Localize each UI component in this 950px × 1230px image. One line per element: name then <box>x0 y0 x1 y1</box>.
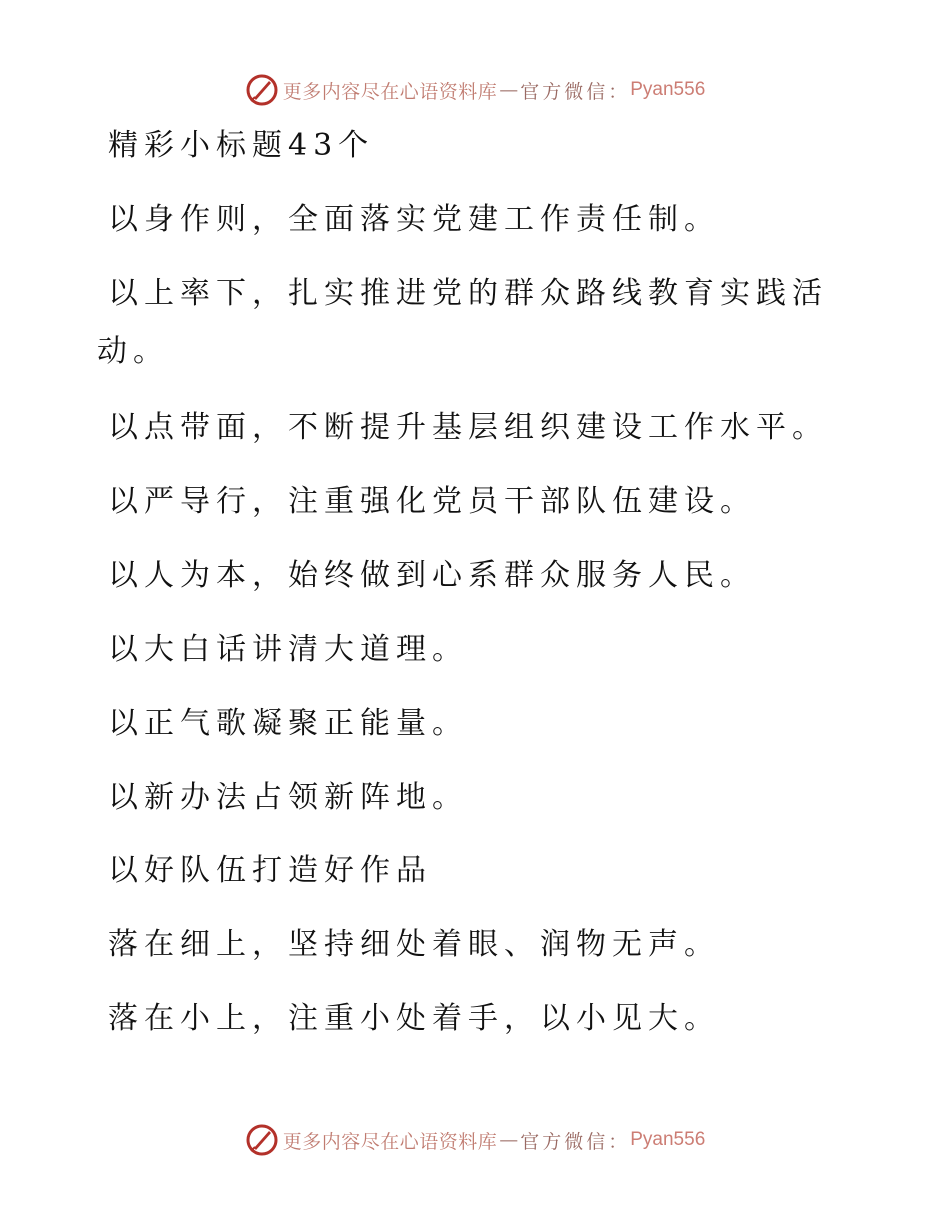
document-line-9: 以新办法占领新阵地。 <box>108 780 468 815</box>
document-line-1: 以身作则，全面落实党建工作责任制。 <box>108 202 720 237</box>
document-line-2: 以上率下，扎实推进党的群众路线教育实践活 <box>108 276 828 311</box>
document-line-3: 动。 <box>97 334 169 369</box>
footer-wechat-id: Pyan556 <box>630 1129 706 1150</box>
footer-banner <box>0 1120 950 1160</box>
document-line-10: 以好队伍打造好作品 <box>108 853 432 888</box>
document-title: 精彩小标题43个 <box>108 128 375 163</box>
header-site-text: 更多内容尽在心语资料库 <box>282 80 498 103</box>
footer-dash: — <box>499 1129 519 1151</box>
document-line-8: 以正气歌凝聚正能量。 <box>108 706 468 741</box>
document-line-11: 落在细上，坚持细处着眼、润物无声。 <box>108 927 720 962</box>
header-dash: — <box>499 79 519 101</box>
document-line-4: 以点带面，不断提升基层组织建设工作水平。 <box>108 410 828 445</box>
quill-logo-icon <box>245 1123 279 1157</box>
document-line-6: 以人为本，始终做到心系群众服务人民。 <box>108 558 756 593</box>
header-wechat-label: 官方微信： <box>520 80 631 103</box>
footer-wechat-label: 官方微信： <box>520 1130 631 1153</box>
document-line-5: 以严导行，注重强化党员干部队伍建设。 <box>108 484 756 519</box>
footer-site-text: 更多内容尽在心语资料库 <box>282 1130 498 1153</box>
document-line-7: 以大白话讲清大道理。 <box>108 632 468 667</box>
document-line-12: 落在小上，注重小处着手，以小见大。 <box>108 1001 720 1036</box>
header-wechat-id: Pyan556 <box>630 79 706 100</box>
